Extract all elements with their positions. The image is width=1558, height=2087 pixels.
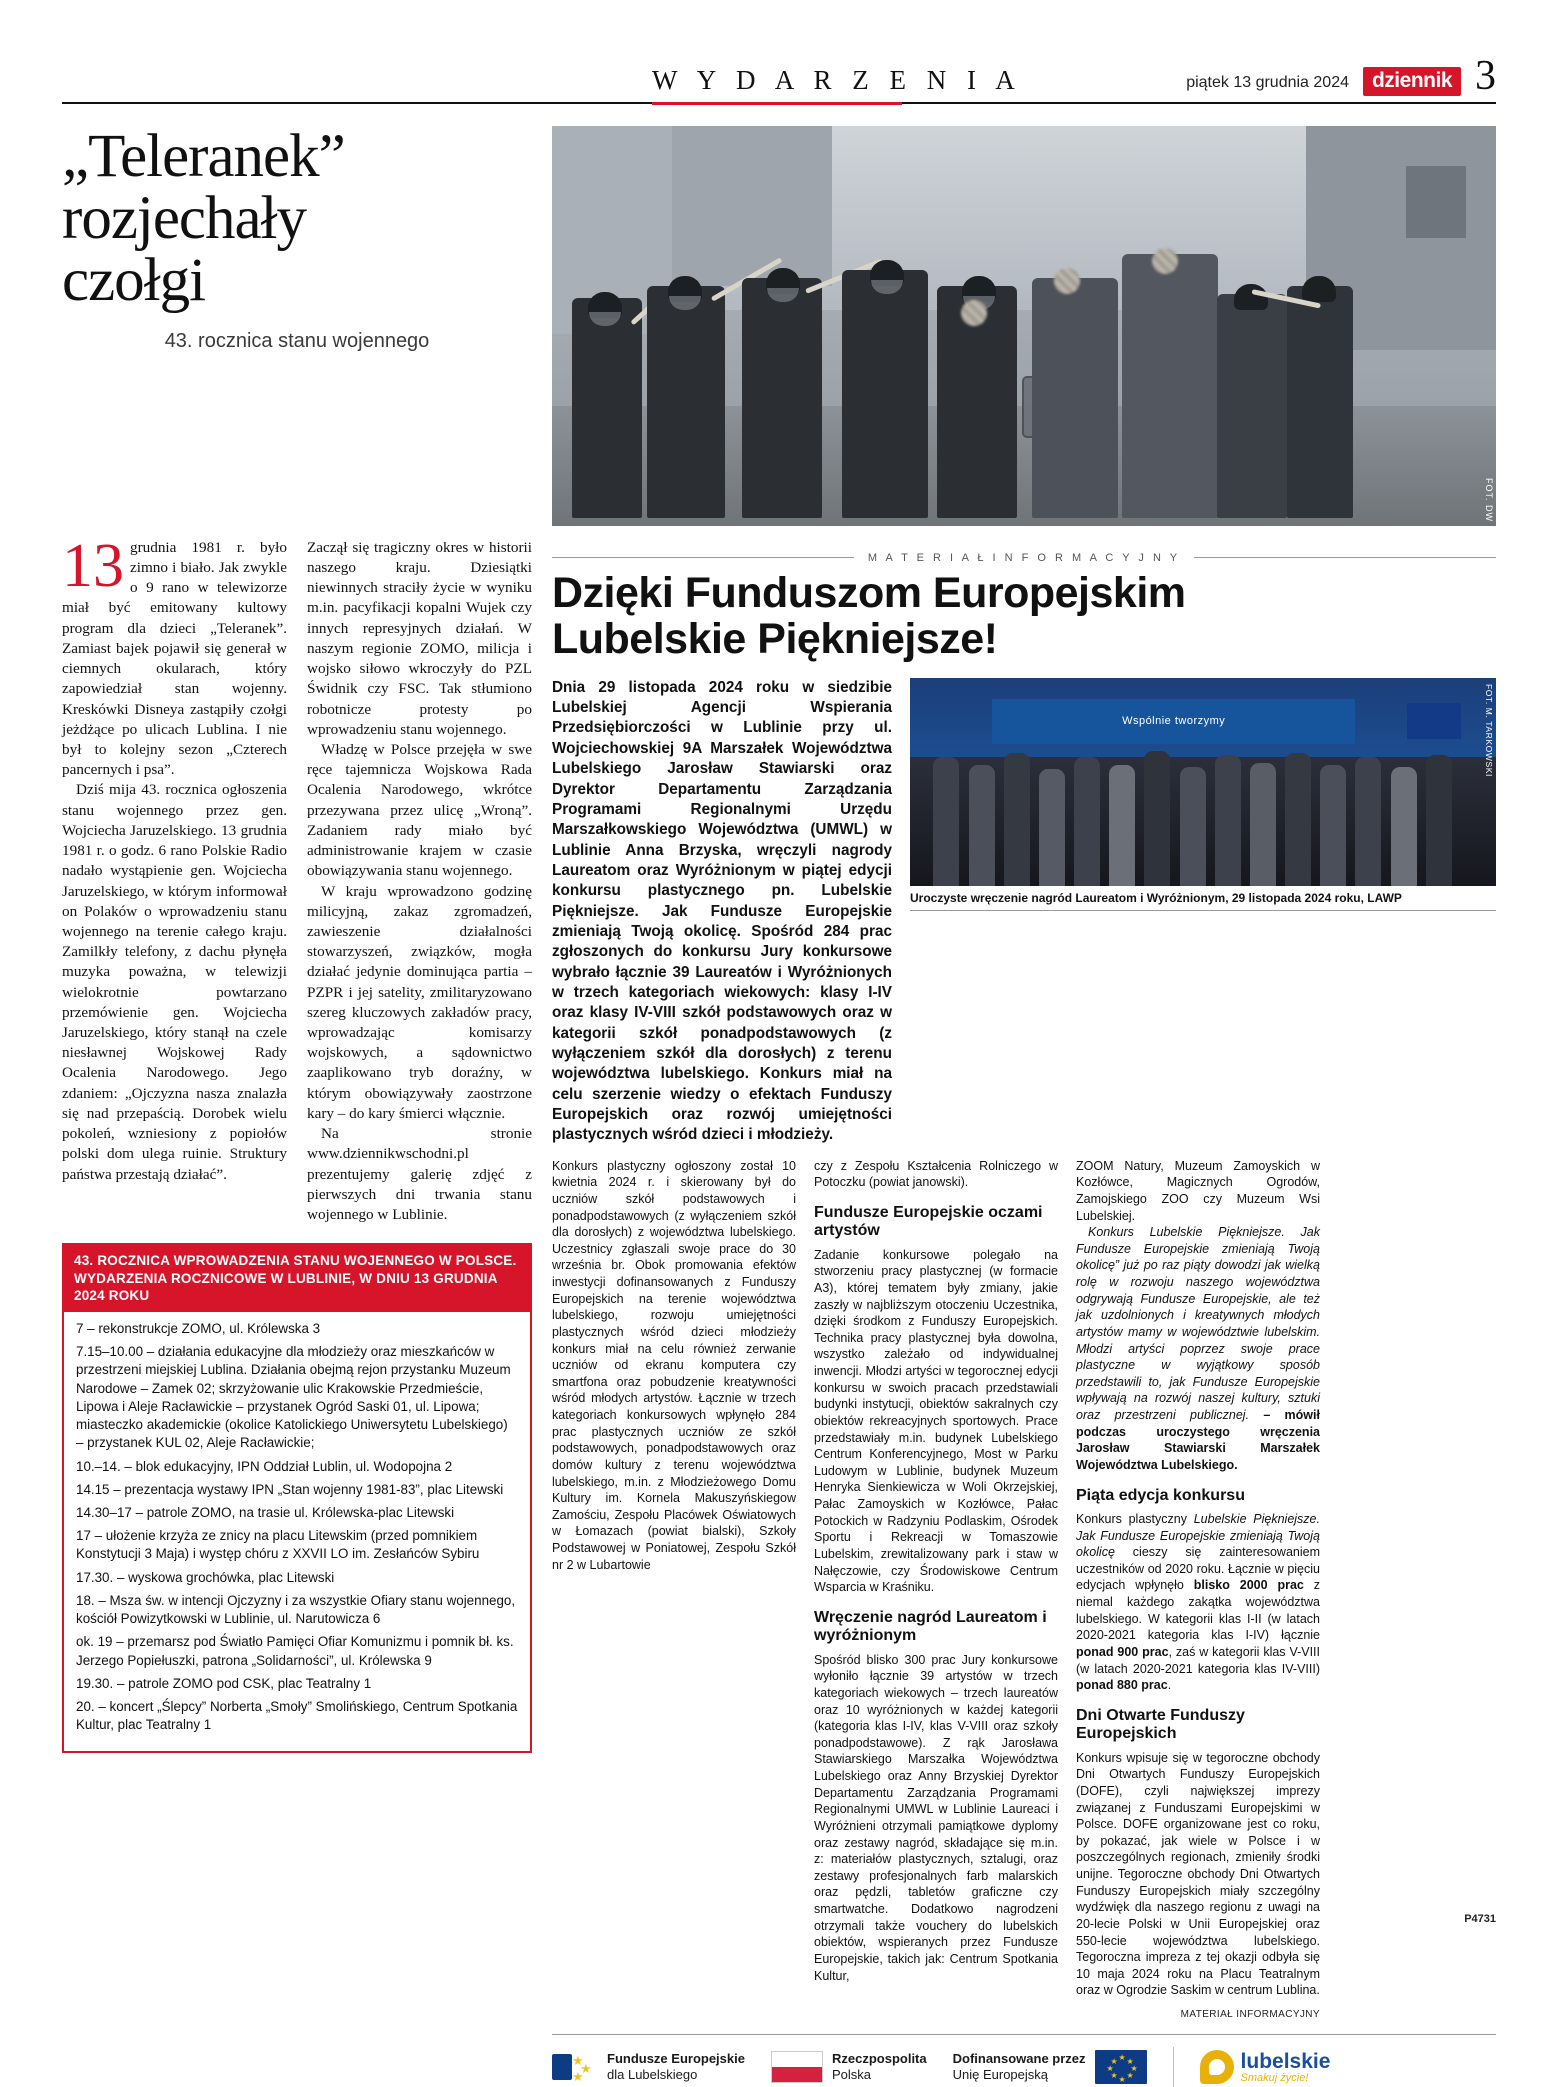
advertorial-photo bbox=[910, 678, 1496, 886]
text-bold-2: ponad 900 prac bbox=[1076, 1644, 1169, 1659]
list-item: 17 – ułożenie krzyża ze znicy na placu Litewskim (przed pomnikiem Konstytucji 3 Maja) i występ chóru z XXVII LO im. Zesłańców Sybiru bbox=[76, 1528, 480, 1562]
advertorial-label: M A T E R I A Ł I N F O R M A C Y J N Y bbox=[867, 551, 1181, 564]
polish-flag-icon bbox=[771, 2051, 823, 2083]
text-a: Konkurs plastyczny bbox=[1076, 1511, 1194, 1526]
logo-divider bbox=[1173, 2047, 1174, 2087]
lead-article-top bbox=[62, 122, 1496, 526]
advertorial-top bbox=[552, 678, 1496, 1146]
advertorial-headline bbox=[552, 570, 1496, 662]
ad-subhead: Fundusze Europejskie oczami artystów bbox=[814, 1203, 1043, 1240]
ad-paragraph: ZOOM Natury, Muzeum Zamoyskich w Kozłówce, Magicznych Ogrodów, Zamojskiego ZOO czy Muzeum Wsi Lubelskiej. bbox=[1076, 1158, 1320, 1223]
fe-line2: dla Lubelskiego bbox=[607, 2067, 698, 2082]
ad-subhead: Dni Otwarte Funduszy Europejskich bbox=[1076, 1706, 1245, 1743]
text-bold-1: blisko 2000 prac bbox=[1193, 1578, 1304, 1593]
advertorial-column-1 bbox=[552, 1158, 796, 2020]
left-column bbox=[62, 532, 532, 2087]
article-paragraph bbox=[62, 531, 287, 781]
advertorial-column-3 bbox=[1076, 1158, 1320, 2020]
section-title: W Y D A R Z E N I A bbox=[652, 64, 1022, 95]
lubelskie-icon bbox=[1200, 2050, 1234, 2084]
fundusze-europejskie-icon: ★ ★ ★ bbox=[552, 2050, 598, 2084]
advertorial-columns bbox=[552, 1158, 1496, 2020]
logo-unia-europejska bbox=[953, 2050, 1147, 2084]
headline-line-2: rozjechały bbox=[62, 185, 307, 253]
issue-date: piątek 13 grudnia 2024 bbox=[1186, 73, 1349, 91]
article-column-2 bbox=[307, 538, 532, 1225]
newspaper-logo: dziennik bbox=[1363, 67, 1461, 96]
lead-photo-credit: FOT. DW bbox=[1484, 477, 1494, 522]
ad-headline-line-1: Dzięki Funduszom Europejskim bbox=[552, 568, 1186, 617]
list-item: ok. 19 – przemarsz pod Światło Pamięci Ofiar Komunizmu i pomnik bł. ks. Jerzego Popiełuszki, patrona „Solidarności”, ul. Królewska 9 bbox=[76, 1634, 514, 1668]
advertorial-note: MATERIAŁ INFORMACYJNY bbox=[1180, 2009, 1320, 2020]
advertorial-photo-credit: FOT. M. TARKOWSKI bbox=[1484, 683, 1494, 777]
body-grid bbox=[62, 532, 1496, 2087]
eu-label bbox=[953, 2051, 1086, 2082]
quote-attribution: – mówił podczas uroczystego wręczenia Jarosław Stawiarski Marszałek Województwa Lubelskiego. bbox=[1076, 1408, 1320, 1472]
advertorial-photo-wrap bbox=[910, 678, 1496, 1146]
text-e: . bbox=[1167, 1678, 1172, 1693]
eu-flag-icon: ★ ★ ★ ★ ★ ★ ★ ★ bbox=[1095, 2050, 1147, 2084]
lubelskie-label bbox=[1241, 2051, 1331, 2084]
divider-line-left bbox=[552, 557, 854, 558]
dropcap: 13 bbox=[62, 531, 124, 600]
ad-paragraph: Spośród blisko 300 prac Jury konkursowe wyłoniło łącznie 39 artystów w trzech kategoriach wiekowych – trzech laureatów oraz 10 wyróżnionych w każdej kategorii (kategoria klas I-IV, klas V-VIII oraz szkoły ponadpodstawowe). Z rąk Jarosława Stawiarskiego Marszałka Województwa Lubelskiego oraz Anny Brzyskiej Dyrektor Departamentu Zarządzania Programami Regionalnymi UMWL w Lublinie Laureaci i Wyróżnieni otrzymali pamiątkowe dyplomy oraz zestawy nagród, składające się m.in. z: materiałów plastycznych, sztalugi, oraz zestawy profesjonalnych farb malarskich oraz pędzli, tabletów graficzne czy smartwatche. Dodatkowo nagrodzeni otrzymali także vouchery do lubelskich obiektów, wspieranych przez Fundusze Europejskie, takich jak: Centrum Spotkania Kultur, bbox=[814, 1652, 1058, 1983]
masthead bbox=[62, 53, 1496, 104]
article-columns bbox=[62, 531, 532, 1225]
ad-subhead: Wręczenie nagród Laureatom i wyróżnionym bbox=[814, 1608, 1047, 1645]
event-list bbox=[64, 1312, 530, 1751]
ad-subhead: Piąta edycja konkursu bbox=[1076, 1486, 1245, 1504]
text-d: , zaś w kategorii klas V-VIII (w latach 2020-2021 kategoria klas IV-VIII) bbox=[1076, 1644, 1321, 1676]
article-paragraph: Zaczął się tragiczny okres w historii naszego kraju. Dziesiątki niewinnych straciły życie w wyniku m.in. pacyfikacji kopalni Wujek czy innych represyjnych działań. W naszym regionie ZOMO, milicja i wojsko siłowo wkroczyły do PZL Świdnik czy FSC. Tak stłumiono robotnicze protesty po wprowadzeniu stanu wojennego. bbox=[307, 538, 532, 738]
advertorial-photo-caption: Uroczyste wręczenie nagród Laureatom i Wyróżnionym, 29 listopada 2024 roku, LAWP bbox=[910, 891, 1496, 911]
ad-paragraph: Zadanie konkursowe polegało na stworzeniu pracy plastycznej (w formacie A3), której tematem były zmiany, jakie zaszły w najbliższym otoczeniu Uczestnika, dzięki środkom z Funduszy Europejskich. Technika pracy plastycznej była dowolna, wszystko zależało od indywidualnej inwencji. Młodzi artyści w tegorocznej edycji konkursu w swoich pracach przedstawiali budynki instytucji, obiektów sakralnych czy obiektów rekreacyjnych sportowych. Prace przedstawiały m.in. budynek Lubelskiego Centrum Konferencyjnego, Most w Parku Ludowym w Lublinie, budynek Muzeum Henryka Sienkiewicza w Woli Okrzejskiej, Pałac Zamoyskich w Kozłówce, Pałac Potockich w Radzyniu Podlaskim, Ośrodek Sportu i Rekreacji w Tomaszowie Lubelskim, zrewitalizowany park i staw w Nałęczowie, czy Środowiskowe Centrum Wsparcia w Kraśniku. bbox=[814, 1247, 1058, 1595]
ad-paragraph: Konkurs wpisuje się w tegoroczne obchody Dni Otwartych Funduszy Europejskich (DOFE), czyli największej imprezy związanej z Funduszami Europejskimi w Polsce. DOFE organizowane jest co roku, by pokazać, jak wiele w Polsce i w poszczególnych regionach, zmieniły środki unijne. Tegoroczne obchody Dni Otwartych Funduszy Europejskich miały szczególny wydźwięk dla naszego regionu z uwagi na 20-lecie Polski w Unii Europejskiej oraz 550-lecie województwa lubelskiego. Tegoroczna impreza z tej okazji odbyła się 10 maja 2024 roku na Placu Teatralnym oraz w Ogrodzie Saskim w centrum Lublina. bbox=[1076, 1750, 1320, 1998]
print-code: P4731 bbox=[1464, 1913, 1496, 1925]
headline-line-3: czołgi bbox=[62, 247, 206, 315]
advertorial-lead: Dnia 29 listopada 2024 roku w siedzibie Lubelskiej Agencji Wspierania Przedsiębiorczości w Lublinie przy ul. Wojciechowskiej 9A Marszałek Województwa Lubelskiego Jarosław Stawiarski oraz Dyrektor Departamentu Zarządzania Programami Regionalnymi Urzędu Marszałkowskiego Województwa (UMWL) w Lublinie Anna Brzyska, wręczyli nagrody Laureatom oraz Wyróżnionym w piątej edycji konkursu plastycznego pn. Lubelskie Piękniejsze. Jak Fundusze Europejskie zmieniają Twoją okolicę. Spośród 284 prac zgłoszonych do konkursu Jury konkursowe wybrało łącznie 39 Laureatów i Wyróżnionych w trzech kategoriach wiekowych: klasy I-IV oraz klasy IV-VIII szkół podstawowych oraz w kategorii szkół ponadpodstawowych (z wyłączeniem szkół dla dorosłych) z terenu województwa lubelskiego. Konkurs miał na celu szerzenie wiedzy o efektach Funduszy Europejskich oraz rozwój umiejętności plastycznych wśród dzieci i młodzieży. bbox=[552, 678, 892, 1144]
ad-paragraph: Konkurs plastyczny ogłoszony został 10 kwietnia 2024 r. i skierowany był do uczniów szkół podstawowych i ponadpodstawowych (z wyłączeniem szkół dla dorosłych) z województwa lubelskiego. Uczestnicy zgłaszali swoje prace do 30 września br. Obok promowania efektów inwestycji dofinansowanych z Funduszy Europejskich na terenie województwa lubelskiego, rozwoju umiejętności plastycznych wśród dzieci młodzieży konkurs miał na celu również zerwanie uczniów od ekranu komputera czy smartfona oraz pobudzenie kreatywności wśród młodych artystów. Łącznie w trzech kategoriach konkursowych wpłynęło 284 prac plastycznych uczniów ze szkół podstawowych, ponadpodstawowych oraz domów kultury z terenu województwa lubelskiego, m.in. z Młodzieżowego Domu Kultury im. Kornela Makuszyńskiegow Zamościu, Zespołu Placówek Oświatowych w Łomazach (powiat bialski), Szkoły Podstawowej w Poniatowej, Zespołu Szkół nr 2 w Lubartowie bbox=[552, 1158, 796, 1572]
paragraph-text: grudnia 1981 r. było zimno i biało. Jak zwykle o 9 rano w telewizorze miał być emitowany kultowy program dla dzieci „Teleranek”. Zamiast bajek pojawił się generał w ciemnych okularach, który zapowiedział stan wojenny. Kreskówki Disneya zastąpiły czołgi jeżdżące po ulicach Lublina. I nie był to kolejny sezon „Czterech pancernych i psa”. bbox=[62, 538, 287, 779]
advertorial-divider bbox=[552, 552, 1496, 564]
lead-photo bbox=[552, 126, 1496, 526]
eu-funding-logo-bar bbox=[552, 2034, 1496, 2087]
ad-headline-line-2: Lubelskie Piękniejsze! bbox=[552, 614, 998, 663]
list-item: 18. – Msza św. w intencji Ojczyzny i za wszystkie Ofiary stanu wojennego, kościół Powizytkowski w Lublinie, ul. Narutowicza 6 bbox=[76, 1592, 516, 1627]
eu-line1: Dofinansowane przez bbox=[952, 2051, 1086, 2067]
list-item: 17.30. – wyskowa grochówka, plac Litewski bbox=[76, 1569, 335, 1585]
list-item: 20. – koncert „Ślepcy” Norberta „Smoły” Smolińskiego, Centrum Spotkania Kultur, plac Teatralny 1 bbox=[76, 1698, 518, 1733]
rp-line1: Rzeczpospolita bbox=[831, 2051, 927, 2067]
fe-label bbox=[607, 2051, 745, 2082]
divider-line-right bbox=[1194, 557, 1496, 558]
logo-lubelskie bbox=[1200, 2050, 1331, 2084]
list-item: 19.30. – patrole ZOMO pod CSK, plac Teatralny 1 bbox=[76, 1675, 372, 1691]
list-item: 10.–14. – blok edukacyjny, IPN Oddział Lublin, ul. Wodopojna 2 bbox=[76, 1458, 453, 1474]
logo-fundusze-europejskie bbox=[552, 2050, 745, 2084]
article-paragraph: Władzę w Polsce przejęła w swe ręce tajemnicza Wojskowa Rada Ocalenia Narodowego, wkrótce przezywana przez ulicę „Wroną”. Zadaniem rady miało być administrowanie krajem w czasie obowiązywania stanu wojennego. bbox=[307, 740, 532, 880]
page-number: 3 bbox=[1475, 53, 1496, 99]
text-b: cieszy się zainteresowaniem uczestników od 2020 roku. Łącznie w pięciu edycjach wpłynęło bbox=[1076, 1545, 1320, 1593]
eu-line2: Unię Europejską bbox=[952, 2067, 1048, 2082]
list-item: 14.30–17 – patrole ZOMO, na trasie ul. Królewska-plac Litewski bbox=[76, 1505, 455, 1520]
subheadline: 43. rocznica stanu wojennego bbox=[164, 330, 430, 353]
article-paragraph: Dziś mija 43. rocznica ogłoszenia stanu wojennego przez gen. Wojciecha Jaruzelskiego. 13 grudnia 1981 r. o godz. 6 rano Polskie Radio nadało wystąpienie gen. Wojciecha Jaruzelskiego, w którym informował on Polaków o wprowadzeniu stanu wojennego na terenie całego kraju. Zamilkły telefony, z dachu płynęła muzyka poważna, w telewizji wielokrotnie powtarzano przemówienie gen. Wojciecha Jaruzelskiego, który stanął na czele niesławnej Wojskowej Rady Ocalenia Narodowego. Jego zdaniem: „Ojczyzna nasza znalazła się nad przepaścią. Dorobek wielu pokoleń, wzniesiony z popiołów polski dom ulega ruinie. Struktury państwa przestają działać”. bbox=[62, 781, 287, 1183]
list-item: 7 – rekonstrukcje ZOMO, ul. Królewska 3 bbox=[76, 1321, 321, 1337]
fe-line1: Fundusze Europejskie bbox=[607, 2051, 745, 2067]
masthead-right bbox=[1186, 53, 1496, 99]
event-box bbox=[62, 1243, 532, 1753]
advertorial bbox=[552, 532, 1496, 2087]
article-paragraph: Na stronie www.dziennikwschodni.pl prezentujemy galerię zdjęć z pierwszych dni trwania stanu wojennego w Lublinie. bbox=[307, 1125, 532, 1224]
photo-scene bbox=[552, 126, 1496, 526]
text-bold-3: ponad 880 prac bbox=[1076, 1678, 1168, 1693]
text-c: z niemal każdego zakątka województwa lubelskiego. W kategorii klas I-II (w latach 2020-2021 kategoria klas I-IV) łącznie bbox=[1076, 1578, 1320, 1643]
rp-label bbox=[832, 2051, 927, 2082]
photo-banner-text: Wspólnie tworzymy bbox=[992, 699, 1355, 745]
headline-column bbox=[62, 122, 532, 526]
text-italic: Lubelskie Piękniejsze. Jak Fundusze Europejskie zmieniają Twoją okolicę bbox=[1076, 1511, 1320, 1560]
event-box-title: 43. ROCZNICA WPROWADZENIA STANU WOJENNEGO W POLSCE. WYDARZENIA ROCZNICOWE W LUBLINIE, W DNIU 13 GRUDNIA 2024 ROKU bbox=[64, 1245, 530, 1312]
advertorial-column-2 bbox=[814, 1158, 1058, 2020]
masthead-left bbox=[62, 65, 1022, 96]
lubelskie-slogan: Smakuj życie! bbox=[1240, 2071, 1309, 2084]
list-item: 7.15–10.00 – działania edukacyjne dla młodzieży oraz mieszkańców w przestrzeni miejskiej Lublina. Działania obejmą rejon przystanku Muzeum Narodowe – Zamek 02; skrzyżowanie ulic Krakowskie Przedmieście, Lipowa i Aleje Racławickie – przystanek Ogród Saski 01, ul. Lipowa; miasteczko akademickie (okolice Katolickiego Uniwersytetu Lubelskiego) – przystanek KUL 02, Aleje Racławickie; bbox=[76, 1344, 511, 1451]
ad-paragraph-quote bbox=[1076, 1224, 1320, 1473]
list-item: 14.15 – prezentacja wystawy IPN „Stan wojenny 1981-83”, plac Litewski bbox=[76, 1481, 504, 1497]
red-rule bbox=[652, 102, 902, 105]
ad-paragraph bbox=[1076, 1511, 1320, 1694]
headline-line-1: „Teleranek” bbox=[62, 122, 345, 190]
logo-rzeczpospolita-polska bbox=[771, 2051, 927, 2083]
quote-text: Konkurs Lubelskie Piękniejsze. Jak Fundusze Europejskie zmieniają Twoją okolicę” już po raz piąty dowodzi jak wielką rolę w rozwoju naszego województwa odgrywają Fundusze Europejskie, ale też jak uzdolnionych i kreatywnych młodych artystów mamy w województwie lubelskim. Młodzi artyści poprzez swoje prace plastyczne w wyjątkowy sposób przedstawili to, jak Fundusze Europejskie wpływają na rozwój naszej kultury, sztuki oraz przestrzeni publicznej. bbox=[1076, 1225, 1320, 1423]
article-paragraph: W kraju wprowadzono godzinę milicyjną, zakaz zgromadzeń, zawieszenie działalności stowarzyszeń, związków, mogła działać jedynie dominująca partia – PZPR i jej satelity, zmilitaryzowano szereg kluczowych zakładów pracy, wprowadzając komisarzy wojskowych, a sądownictwo zaaplikowano tryb doraźny, w którym obowiązywały zaostrzone kary – do kary śmierci włącznie. bbox=[307, 882, 532, 1122]
ad-paragraph: czy z Zespołu Kształcenia Rolniczego w Potoczku (powiat janowski). bbox=[814, 1158, 1058, 1190]
rp-line2: Polska bbox=[831, 2067, 872, 2082]
page-title bbox=[62, 122, 532, 315]
lubelskie-name: lubelskie bbox=[1240, 2049, 1331, 2073]
article-column-1 bbox=[62, 531, 287, 1225]
